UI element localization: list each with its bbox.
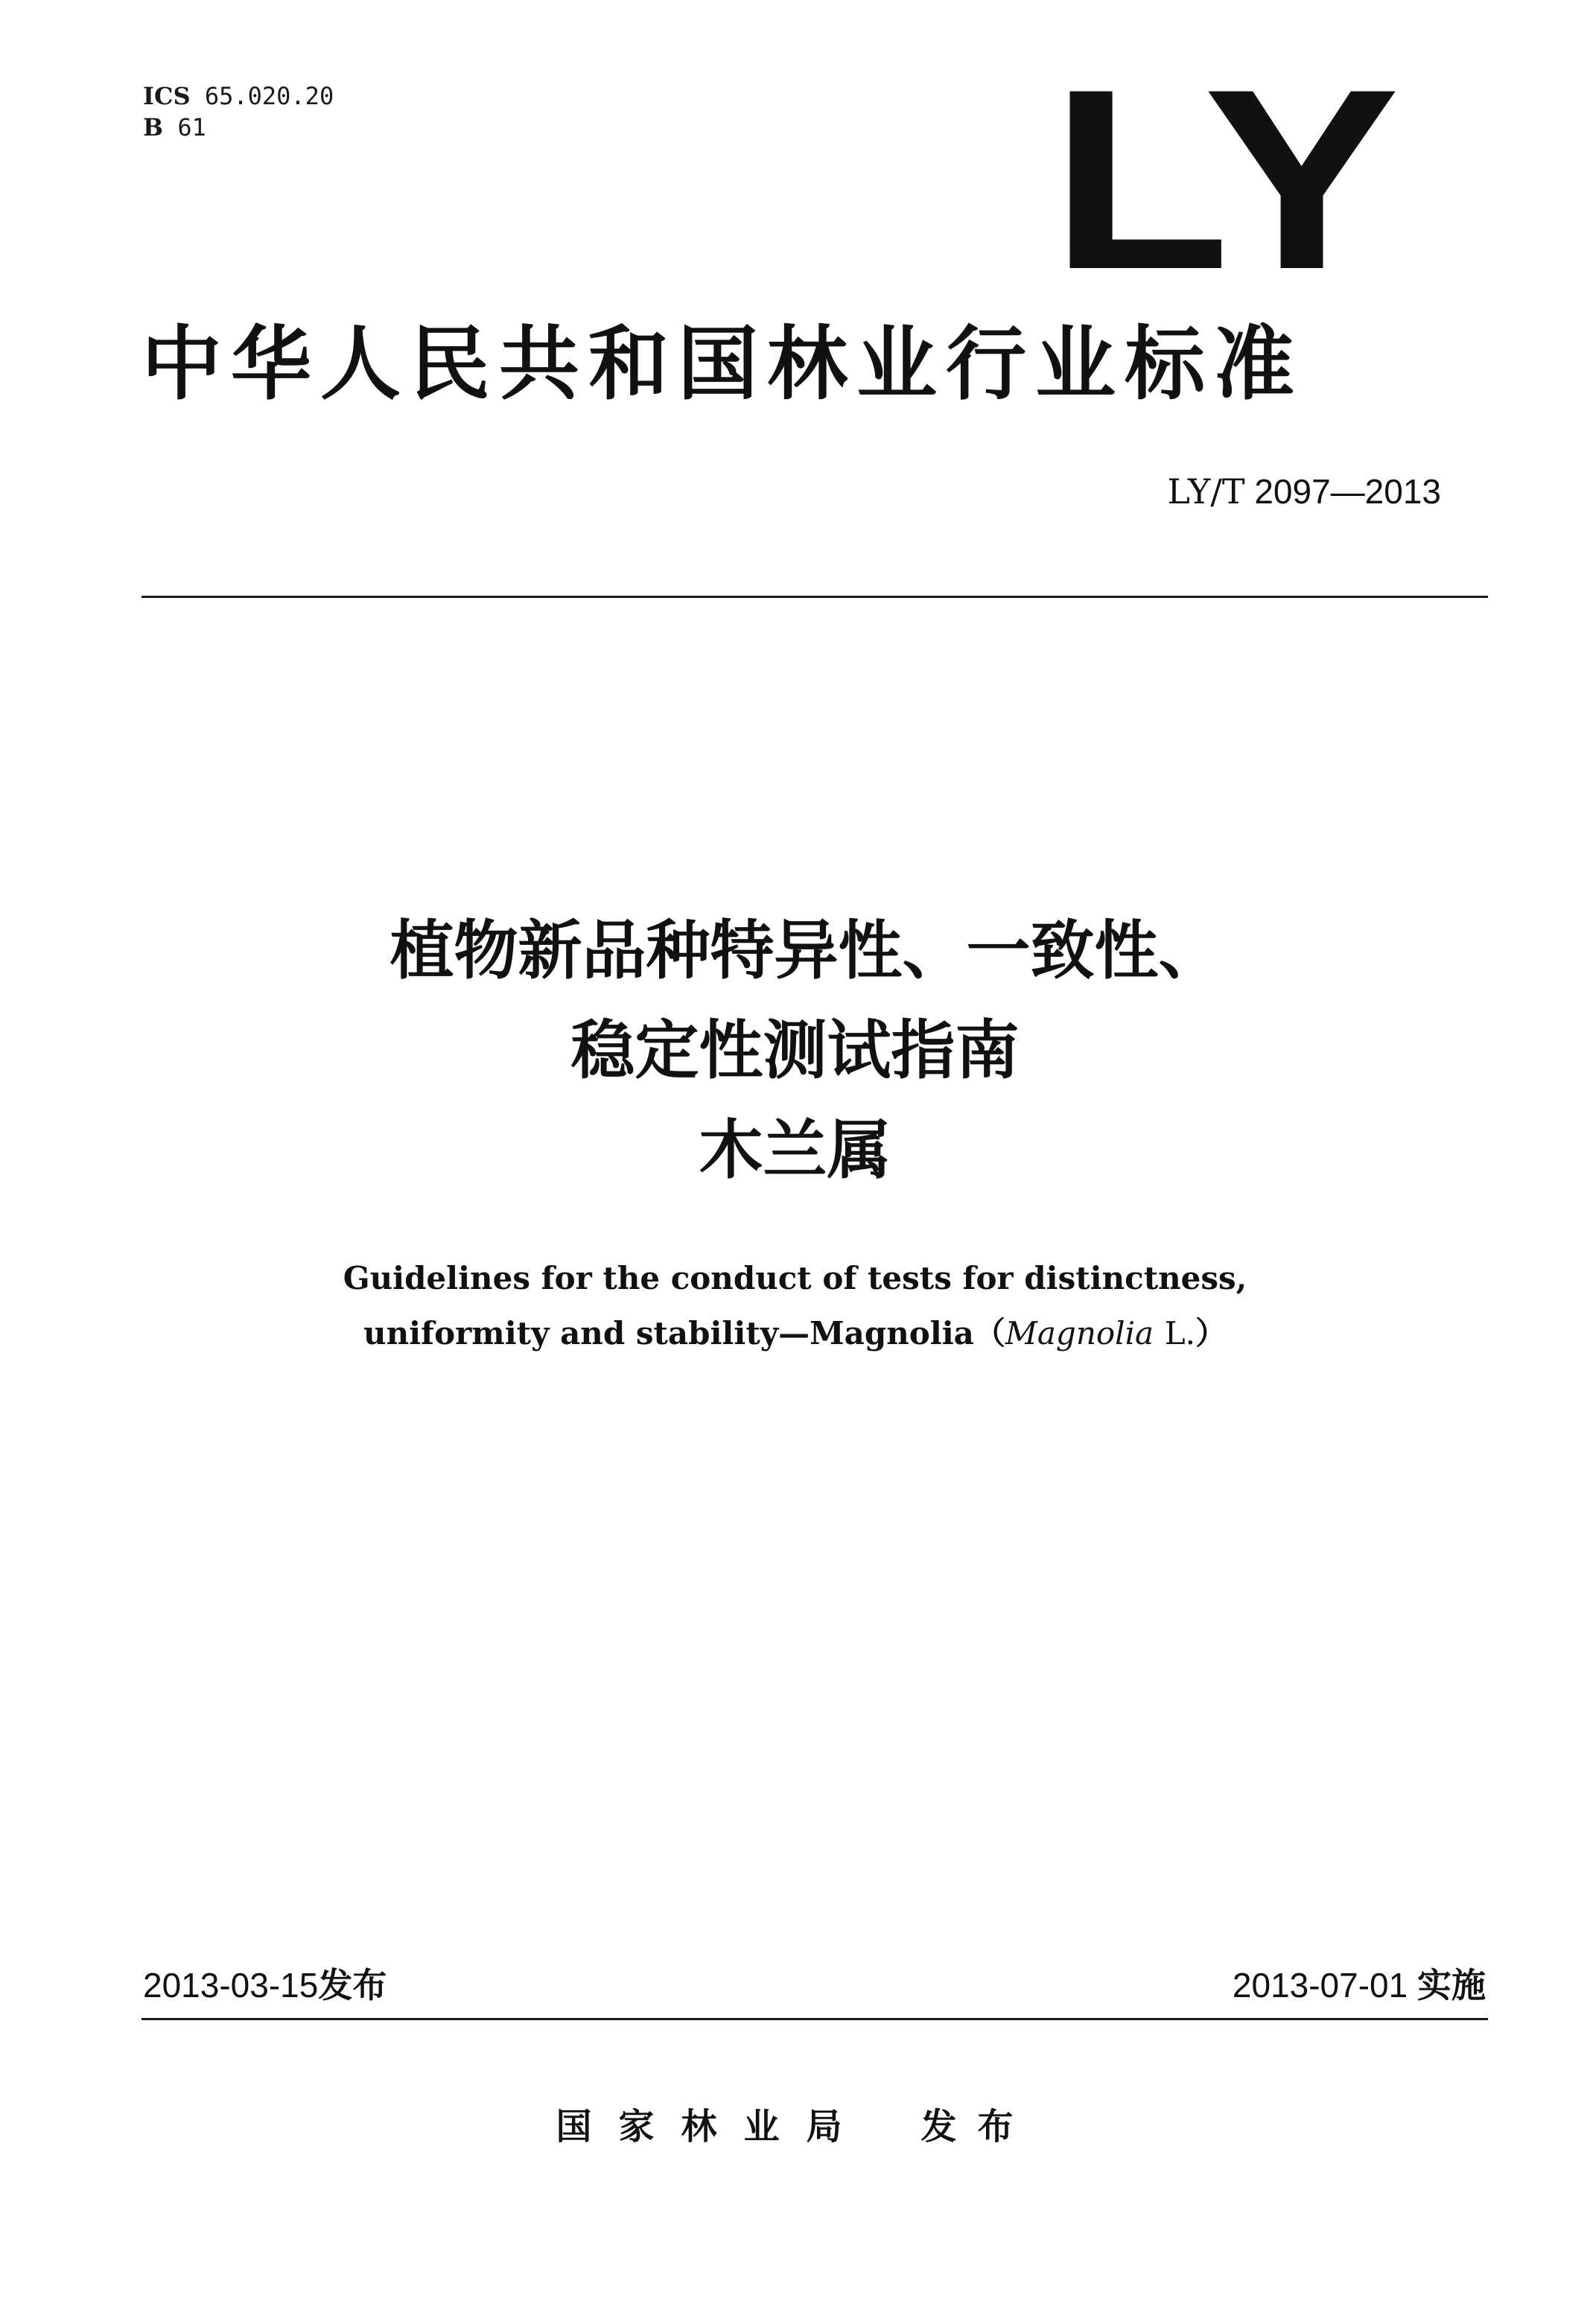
title-en-line-1: Guidelines for the conduct of tests for distinctness, <box>343 1260 1247 1296</box>
title-en-line-2-main: uniformity and stability—Magnolia <box>363 1315 974 1352</box>
header-divider <box>141 596 1488 598</box>
title-en-author-abbrev: L. <box>1164 1315 1195 1352</box>
implementation-date-value: 2013-07-01 <box>1232 1966 1408 2005</box>
standard-number-value: 2097—2013 <box>1254 472 1441 511</box>
issue-date-value: 2013-03-15 <box>143 1966 319 2005</box>
classification-codes <box>143 80 334 143</box>
title-cn-line-1: 植物新品种特异性、一致性、 <box>389 914 1223 988</box>
issue-date <box>143 1963 387 2008</box>
title-cn-line-2: 稳定性测试指南 <box>570 1013 1020 1088</box>
standard-number <box>1167 471 1441 512</box>
ccs-line <box>143 112 334 143</box>
title-en-close-paren: ） <box>1195 1315 1227 1352</box>
title-cn-line-3: 木兰属 <box>699 1113 891 1188</box>
document-title-en <box>0 1251 1590 1361</box>
standard-number-prefix: LY/T <box>1167 471 1245 512</box>
title-en-line-2 <box>0 1306 1590 1361</box>
ly-logo-mark <box>1050 82 1400 276</box>
ics-label: ICS <box>143 82 191 110</box>
ics-line <box>143 80 334 112</box>
ccs-label: B <box>143 113 164 141</box>
implementation-date <box>1233 1963 1486 2008</box>
publisher-org: 国家林业局 <box>556 2106 869 2148</box>
title-en-open-paren: （ <box>973 1315 1005 1352</box>
ics-code: 65.020.20 <box>204 82 334 110</box>
implementation-date-suffix: 实施 <box>1417 1965 1486 2005</box>
title-en-scientific-name: Magnolia <box>1005 1315 1154 1352</box>
publisher-action: 发布 <box>920 2106 1034 2148</box>
footer-divider <box>141 2018 1488 2020</box>
ccs-code: 61 <box>177 113 206 141</box>
issue-date-suffix: 发布 <box>318 1965 387 2005</box>
standard-category-title: 中华人民共和国林业行业标准 <box>141 318 1304 411</box>
publisher-line <box>0 2103 1590 2151</box>
ly-logo-text: LY <box>1050 82 1400 276</box>
document-title-cn <box>0 901 1590 1200</box>
